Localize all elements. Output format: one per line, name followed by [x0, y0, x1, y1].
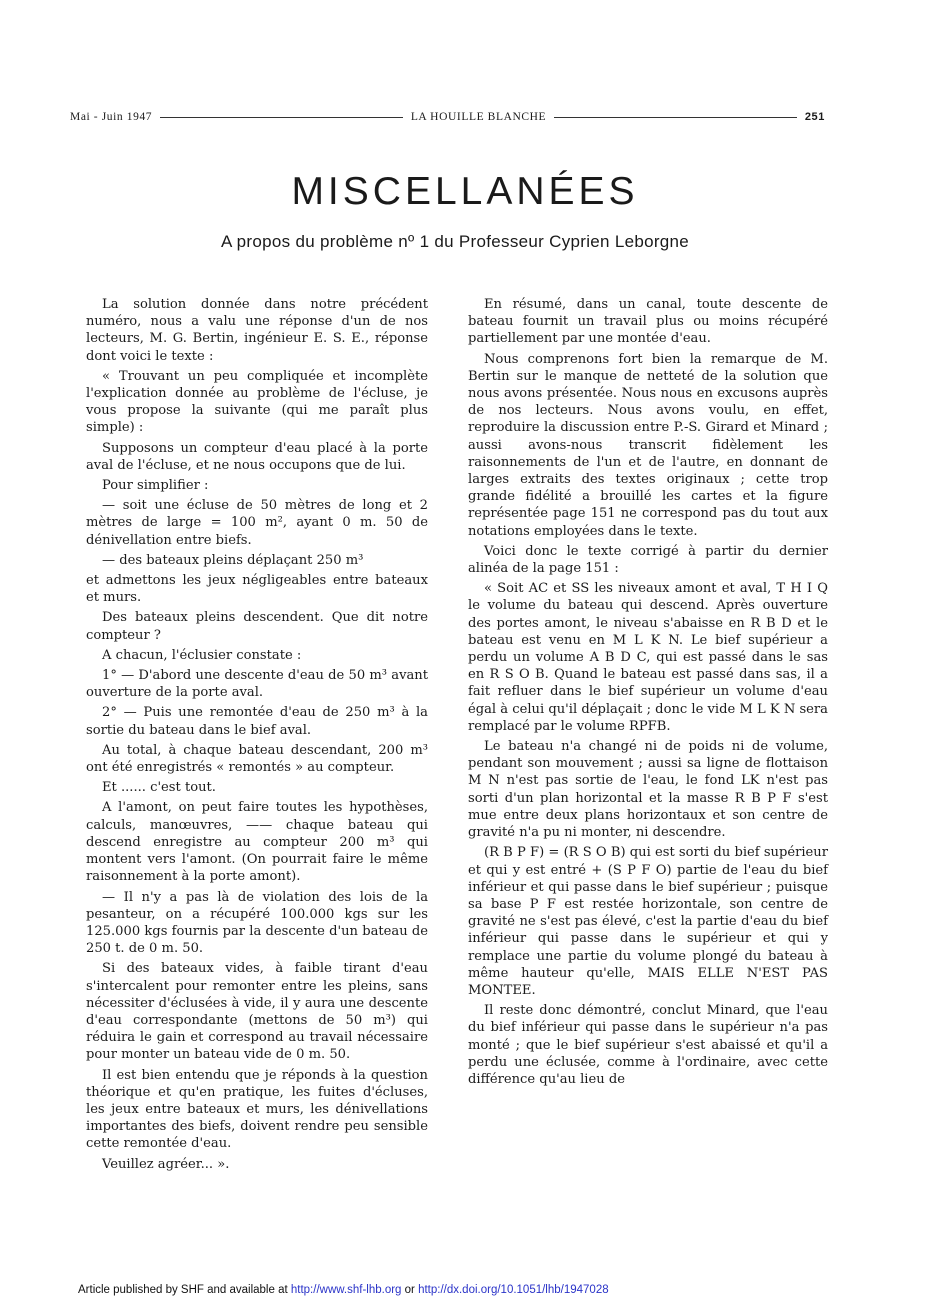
running-header: [70, 108, 825, 126]
paragraph: « Soit AC et SS les niveaux amont et aval, T H I Q le volume du bateau qui descend. Après ouverture des portes amont, le niveau s'abaisse en R B D et le bateau est venu en M L K N. Le bief supérieur a perdu un volume A B D C, qui est passé dans le sas en R S O B. Quand le bateau est passé dans sas, il a fait refluer dans le bief supérieur un volume d'eau égal à celui qu'il déplaçait ; donc le vide M L K N sera remplacé par le volume RPFB.: [468, 581, 828, 734]
paragraph: 1° — D'abord une descente d'eau de 50 m³ avant ouverture de la porte aval.: [86, 668, 428, 701]
paragraph: Nous comprenons fort bien la remarque de M. Bertin sur le manque de netteté de la solution que nous avons présentée. Nous nous en excusons auprès de nos lecteurs. Nous avons voulu, en effet, reproduire la discussion entre P.-S. Girard et Minard ; aussi avons-nous transcrit fidèlement les raisonnements de l'un et de l'autre, en donnant de larges extraits des textes originaux ; cette trop grande fidélité a brouillé les cartes et la figure représentée page 151 ne correspond pas du tout aux notations employées dans le texte.: [468, 351, 828, 539]
header-rule-right: [554, 117, 797, 118]
paragraph: « Trouvant un peu compliquée et incomplète l'explication donnée au problème de l'écluse, je vous propose la suivante (qui me paraît plus simple) :: [86, 368, 428, 436]
paragraph: La solution donnée dans notre précédent numéro, nous a valu une réponse d'un de nos lecteurs, M. G. Bertin, ingénieur E. S. E., réponse dont voici le texte :: [86, 297, 428, 364]
paragraph: En résumé, dans un canal, toute descente de bateau fournit un travail plus ou moins récupéré partiellement par une montée d'eau.: [468, 297, 828, 347]
paragraph: Si des bateaux vides, à faible tirant d'eau s'intercalent pour remonter entre les pleins, sans nécessiter d'éclusées à vide, il y aura une descente d'eau correspondante (mettons de 50 m³) qui réduira le gain et correspond au travail nécessaire pour monter un bateau vide de 0 m. 50.: [86, 961, 428, 1063]
footer-text: Article published by SHF and available at: [78, 1284, 291, 1296]
paragraph: — des bateaux pleins déplaçant 250 m³: [102, 552, 364, 568]
paragraph: Et ...... c'est tout.: [102, 780, 216, 796]
paragraph: Le bateau n'a changé ni de poids ni de volume, pendant son mouvement ; aussi sa ligne de flottaison M N n'est pas sortie de l'eau, le fond LK n'est pas sorti d'un plan horizontal et la masse R B P F s'est mue entre deux plans horizontaux et son centre de gravité n'a pu ni monter, ni descendre.: [468, 739, 828, 841]
paragraph: — Il n'y a pas là de violation des lois de la pesanteur, on a récupéré 100.000 kgs sur les 125.000 kgs fournis par la descente d'un bateau de 250 t. de 0 m. 50.: [86, 889, 428, 957]
doi-link[interactable]: http://dx.doi.org/10.1051/lhb/1947028: [418, 1284, 609, 1296]
issue-date: Mai - Juin 1947: [70, 111, 153, 123]
paragraph: A chacun, l'éclusier constate :: [102, 647, 302, 663]
paragraph: Il reste donc démontré, conclut Minard, que l'eau du bief inférieur qui passe dans le supérieur n'a pas monté ; que le bief supérieur s'est abaissé et qu'il a perdu une éclusée, comme à l'ordinaire, avec cette différence qu'au lieu de: [468, 1003, 828, 1087]
paragraph: — soit une écluse de 50 mètres de long et 2 mètres de large = 100 m², ayant 0 m. 50 de dénivellation entre biefs.: [86, 498, 428, 548]
publication-footer: [78, 1284, 609, 1296]
article-title: MISCELLANÉES: [291, 170, 639, 213]
footer-text: or: [401, 1284, 419, 1296]
paragraph: Des bateaux pleins descendent. Que dit notre compteur ?: [86, 610, 428, 643]
site-link[interactable]: http://www.shf-lhb.org: [290, 1284, 402, 1296]
paragraph: Voici donc le texte corrigé à partir du dernier alinéa de la page 151 :: [468, 543, 828, 577]
paragraph: et admettons les jeux négligeables entre bateaux et murs.: [86, 573, 428, 606]
left-column: [86, 296, 428, 1176]
page-number: 251: [804, 111, 825, 123]
paragraph: A l'amont, on peut faire toutes les hypothèses, calculs, manœuvres, —— chaque bateau qui descend enregistre au compteur 200 m³ qui montent vers l'amont. (On pourrait faire le même raisonnement à la porte amont).: [86, 800, 428, 885]
journal-name: LA HOUILLE BLANCHE: [410, 111, 547, 123]
paragraph: (R B P F) = (R S O B) qui est sorti du bief supérieur et qui y est entré + (S P F O) partie de l'eau du bief inférieur et qui passe dans le bief supérieur ; puisque sa base P F est restée horizontale, son centre de gravité ne s'est pas élevé, c'est la partie d'eau du bief inférieur qui passe dans le supérieur et qui y remplace une partie du volume plongé du bateau à même hauteur qu'elle, MAIS ELLE N'EST PAS MONTEE.: [468, 845, 828, 998]
right-column: [468, 296, 828, 1091]
paragraph: Au total, à chaque bateau descendant, 200 m³ ont été enregistrés « remontés » au compteur.: [86, 742, 428, 776]
paragraph: Supposons un compteur d'eau placé à la porte aval de l'écluse, et ne nous occupons que de lui.: [86, 440, 428, 473]
paragraph: Veuillez agréer... ».: [102, 1156, 230, 1172]
paragraph: Pour simplifier :: [102, 478, 209, 494]
article-subtitle: A propos du problème nº 1 du Professeur Cyprien Leborgne: [220, 232, 690, 251]
header-rule-left: [160, 117, 403, 118]
paragraph: Il est bien entendu que je réponds à la question théorique et qu'en pratique, les fuites d'écluses, les jeux entre bateaux et murs, les dénivellations importantes des biefs, doivent rendre peu sensible cette remontée d'eau.: [86, 1067, 428, 1152]
paragraph: 2° — Puis une remontée d'eau de 250 m³ à la sortie du bateau dans le bief aval.: [86, 705, 428, 738]
